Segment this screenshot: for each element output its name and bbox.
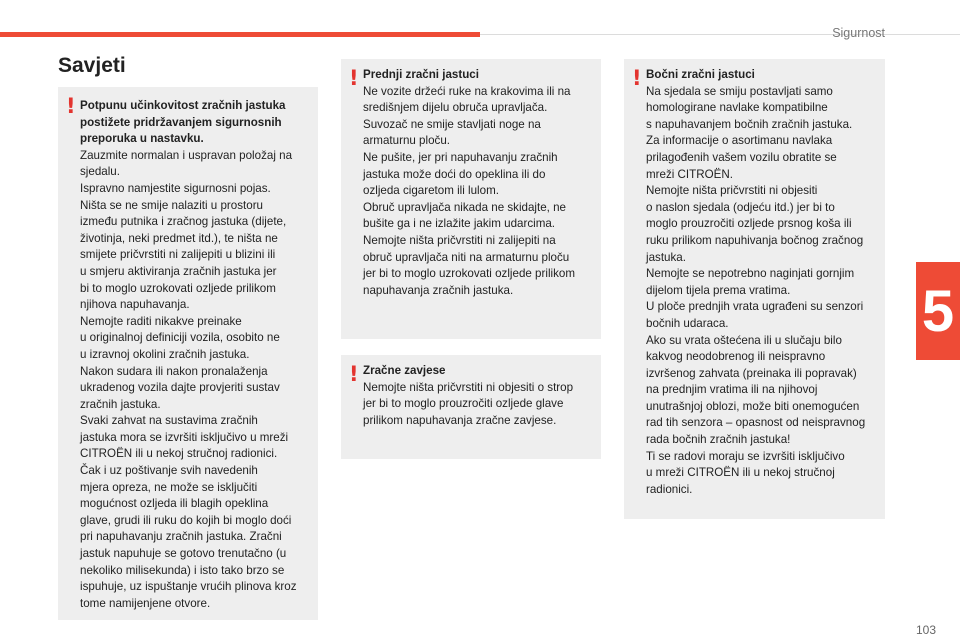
tips-line: smijete pričvrstiti ni zalijepiti u blizini ili bbox=[80, 248, 276, 262]
side-airbags-title: Bočni zračni jastuci bbox=[646, 68, 755, 81]
side-airbags-line: Ako su vrata oštećena ili u slučaju bilo bbox=[646, 333, 842, 347]
side-airbags-line: jastuka. bbox=[646, 250, 686, 264]
front-airbags-warning-box bbox=[341, 59, 601, 339]
tips-line: ukradenog vozila dajte provjeriti sustav bbox=[80, 381, 280, 395]
tips-line: Zauzmite normalan i uspravan položaj na bbox=[80, 148, 293, 162]
page-number: 103 bbox=[915, 623, 936, 637]
tips-line: Ispravno namjestite sigurnosni pojas. bbox=[80, 181, 271, 195]
tips-warning-box bbox=[58, 87, 318, 620]
front-airbags-line: Nemojte ništa pričvrstiti ni zalijepiti na bbox=[363, 233, 556, 247]
side-airbags-line: moglo prouzročiti ozljede prsnog koša ili bbox=[646, 217, 852, 231]
tips-line: pri napuhavanju zračnih jastuka. Zračni bbox=[80, 530, 282, 544]
tips-line: bi to moglo uzrokovati ozljede prilikom bbox=[80, 281, 276, 295]
front-airbags-line: ozljeda cigaretom ili lulom. bbox=[363, 184, 499, 198]
side-airbags-line: na prednjim vratima ili na njihovoj bbox=[646, 383, 818, 397]
curtain-airbags-warning-box bbox=[341, 355, 601, 459]
side-airbags-line: u mreži CITROËN ili u nekoj stručnoj bbox=[646, 466, 835, 480]
front-airbags-text bbox=[363, 67, 595, 299]
tips-line: tome namijenjene otvore. bbox=[80, 596, 211, 610]
tips-line: životinja, neki predmet itd.), te ništa ne bbox=[80, 231, 278, 245]
tips-line: nekoliko milisekunda) i isto tako brzo se bbox=[80, 563, 285, 577]
side-airbags-line: homologirane navlake kompatibilne bbox=[646, 101, 828, 115]
front-airbags-line: armaturnu ploču. bbox=[363, 134, 450, 148]
tips-line: postižete pridržavanjem sigurnosnih bbox=[80, 115, 282, 129]
tips-line: CITROËN ili u nekoj stručnoj radionici. bbox=[80, 447, 278, 461]
side-airbags-line: bočnih udaraca. bbox=[646, 316, 729, 330]
curtain-airbags-line: jer bi to moglo prouzročiti ozljede glave bbox=[363, 397, 564, 411]
tips-line: Čak i uz poštivanje svih navedenih bbox=[80, 464, 258, 478]
side-airbags-line: Na sjedala se smiju postavljati samo bbox=[646, 84, 833, 98]
side-airbags-line: Nemojte se nepotrebno naginjati gornjim bbox=[646, 267, 855, 281]
side-airbags-line: U ploče prednjih vrata ugrađeni su senzori bbox=[646, 300, 864, 314]
tips-line: Nakon sudara ili nakon pronalaženja bbox=[80, 364, 268, 378]
section-title: Sigurnost bbox=[832, 26, 885, 40]
side-airbags-line: mreži CITROËN. bbox=[646, 167, 733, 181]
tips-line: mogućnost ozljeda ili blagih opeklina bbox=[80, 497, 269, 511]
front-airbags-line: bušite ga i ne izlažite jakim udarcima. bbox=[363, 217, 556, 231]
side-airbags-line: kakvog neodobrenog ili neispravno bbox=[646, 350, 826, 364]
tips-line: mjera opreza, ne može se isključiti bbox=[80, 480, 258, 494]
curtain-airbags-title: Zračne zavjese bbox=[363, 364, 446, 377]
front-airbags-line: jer bi to moglo uzrokovati ozljede prilikom bbox=[363, 267, 575, 281]
warning-icon: ! bbox=[349, 66, 359, 90]
side-airbags-line: unutrašnjoj oblozi, može biti onemogućen bbox=[646, 399, 860, 413]
tips-line: jastuka mora se izvršiti isključivo u mreži bbox=[80, 430, 289, 444]
side-airbags-line: Ti se radovi moraju se izvršiti isključivo bbox=[646, 449, 845, 463]
side-airbags-line: s napuhavanjem bočnih zračnih jastuka. bbox=[646, 117, 853, 131]
tips-line: u izravnoj okolini zračnih jastuka. bbox=[80, 347, 250, 361]
front-airbags-line: Suvozač ne smije stavljati noge na bbox=[363, 117, 541, 131]
side-airbags-line: o naslon sjedala (odjeću itd.) jer bi to bbox=[646, 200, 835, 214]
side-airbags-line: Nemojte ništa pričvrstiti ni objesiti bbox=[646, 184, 818, 198]
tips-line: jastuk napuhuje se gotovo trenutačno (u bbox=[80, 547, 287, 561]
tips-line: preporuka u nastavku. bbox=[80, 132, 204, 146]
warning-icon: ! bbox=[349, 362, 359, 386]
side-airbags-line: prilagođenih vašem vozilu obratite se bbox=[646, 150, 837, 164]
tips-line: njihova napuhavanja. bbox=[80, 298, 190, 312]
side-airbags-warning-box bbox=[624, 59, 885, 519]
curtain-airbags-line: Nemojte ništa pričvrstiti ni objesiti o strop bbox=[363, 380, 574, 394]
tips-line: Nemojte raditi nikakve preinake bbox=[80, 314, 242, 328]
header-accent-bar bbox=[0, 32, 480, 37]
front-airbags-line: napuhavanja zračnih jastuka. bbox=[363, 283, 514, 297]
tips-line: glave, grudi ili ruku do kojih bi moglo doći bbox=[80, 513, 292, 527]
page-heading: Savjeti bbox=[58, 54, 126, 77]
side-airbags-line: izvršenog zahvata (preinaka ili popravak) bbox=[646, 366, 857, 380]
front-airbags-line: obruč upravljača niti na armaturnu ploču bbox=[363, 250, 570, 264]
tips-line: zračnih jastuka. bbox=[80, 397, 161, 411]
header-divider bbox=[480, 34, 960, 35]
curtain-airbags-text bbox=[363, 363, 595, 429]
side-airbags-line: rada bočnih zračnih jastuka! bbox=[646, 433, 791, 447]
warning-icon: ! bbox=[66, 94, 76, 118]
side-airbags-line: radionici. bbox=[646, 482, 693, 496]
front-airbags-line: Ne vozite držeći ruke na krakovima ili na bbox=[363, 84, 571, 98]
front-airbags-line: Obruč upravljača nikada ne skidajte, ne bbox=[363, 200, 567, 214]
front-airbags-title: Prednji zračni jastuci bbox=[363, 68, 479, 81]
curtain-airbags-line: prilikom napuhavanja zračne zavjese. bbox=[363, 413, 557, 427]
tips-line: Potpunu učinkovitost zračnih jastuka bbox=[80, 99, 286, 112]
front-airbags-line: Ne pušite, jer pri napuhavanju zračnih bbox=[363, 150, 558, 164]
tips-line: ispuhuje, uz ispuštanje vrućih plinova kroz bbox=[80, 580, 297, 594]
side-airbags-line: rad tih senzora – opasnost od neispravnog bbox=[646, 416, 866, 430]
tips-line: Svaki zahvat na sustavima zračnih bbox=[80, 414, 258, 428]
front-airbags-line: središnjem dijelu obruča upravljača. bbox=[363, 101, 548, 115]
chapter-tab: 5 bbox=[916, 262, 960, 360]
warning-icon: ! bbox=[632, 66, 642, 90]
side-airbags-text bbox=[646, 67, 879, 498]
tips-line: u originalnoj definiciji vozila, osobito ne bbox=[80, 331, 280, 345]
front-airbags-line: jastuka može doći do opeklina ili do bbox=[363, 167, 546, 181]
tips-text bbox=[80, 98, 312, 612]
side-airbags-line: Za informacije o asortimanu navlaka bbox=[646, 134, 833, 148]
tips-line: u smjeru aktiviranja zračnih jastuka jer bbox=[80, 264, 277, 278]
tips-line: između putnika i zračnog jastuka (dijete, bbox=[80, 215, 287, 229]
side-airbags-line: dijelom tijela prema vratima. bbox=[646, 283, 791, 297]
side-airbags-line: ruku prilikom napuhivanja bočnog zračnog bbox=[646, 233, 864, 247]
tips-line: sjedalu. bbox=[80, 165, 120, 179]
tips-line: Ništa se ne smije nalaziti u prostoru bbox=[80, 198, 264, 212]
